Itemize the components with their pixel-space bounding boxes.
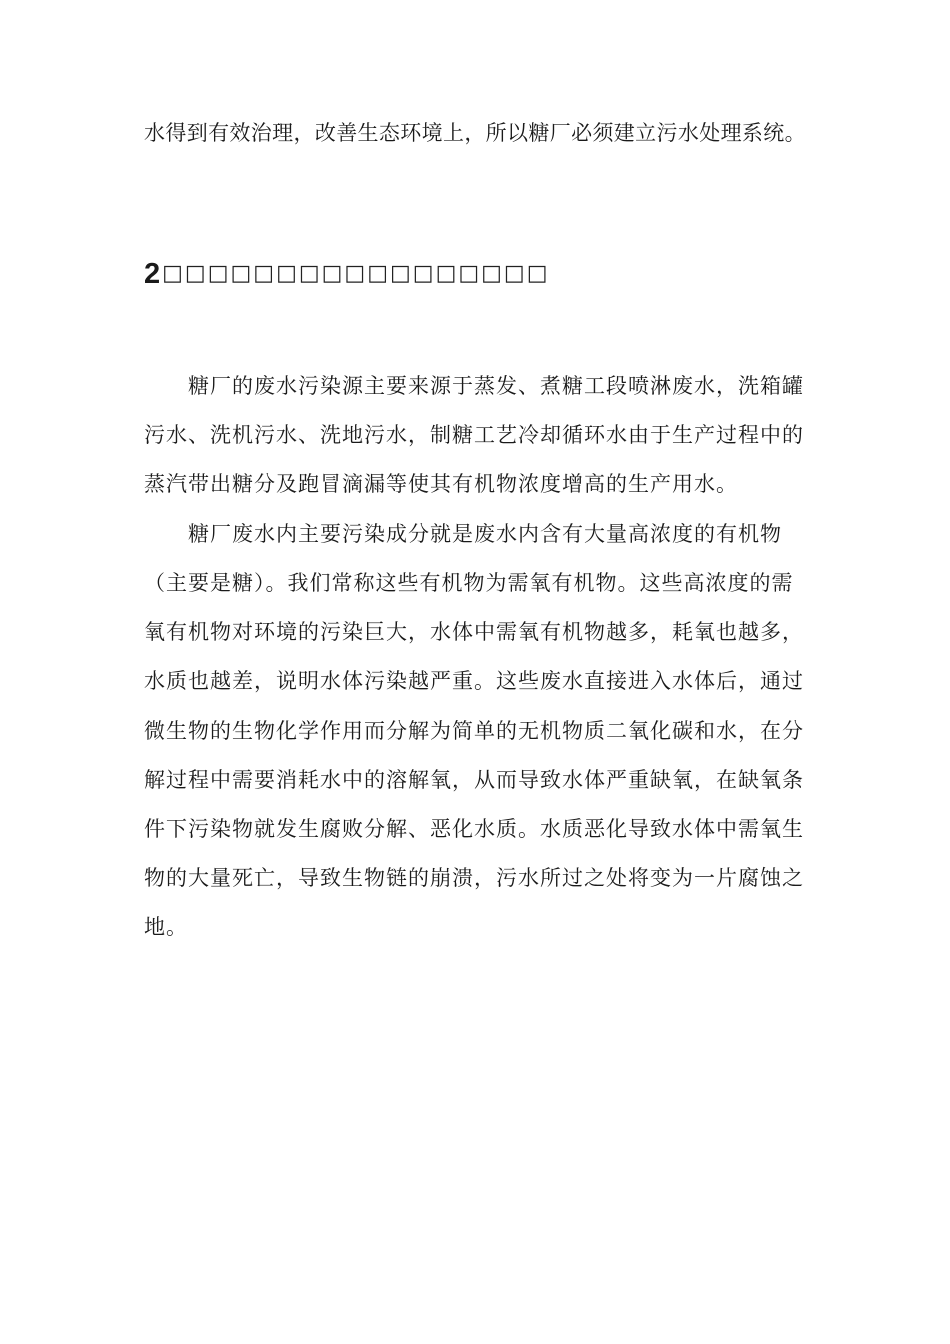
- paragraph-2-line-7: 件下污染物就发生腐败分解、恶化水质。水质恶化导致水体中需氧生: [144, 817, 804, 841]
- paragraph-2-line-8: 物的大量死亡，导致生物链的崩溃，污水所过之处将变为一片腐蚀之: [144, 866, 804, 890]
- paragraph-1-line-3: 蒸汽带出糖分及跑冒滴漏等使其有机物浓度增高的生产用水。: [144, 472, 738, 496]
- section-number: 2: [144, 258, 161, 290]
- section-title: □□□□□□□□□□□□□□□□□: [162, 261, 550, 286]
- paragraph-1-line-2: 污水、洗机污水、洗地污水，制糖工艺冷却循环水由于生产过程中的: [144, 423, 804, 447]
- paragraph-2-line-6: 解过程中需要消耗水中的溶解氧，从而导致水体严重缺氧，在缺氧条: [144, 768, 804, 792]
- continuation-line: 水得到有效治理，改善生态环境上，所以糖厂必须建立污水处理系统。: [144, 121, 806, 145]
- paragraph-2-line-9: 地。: [144, 915, 188, 939]
- paragraph-2-line-2: （主要是糖）。我们常称这些有机物为需氧有机物。这些高浓度的需: [144, 571, 794, 595]
- section-heading: [144, 256, 550, 292]
- paragraph-2-line-4: 水质也越差，说明水体污染越严重。这些废水直接进入水体后，通过: [144, 669, 804, 693]
- paragraph-2-line-1: 糖厂废水内主要污染成分就是废水内含有大量高浓度的有机物: [188, 522, 782, 546]
- paragraph-1-line-1: 糖厂的废水污染源主要来源于蒸发、煮糖工段喷淋废水，洗箱罐: [188, 374, 804, 398]
- paragraph-2-line-3: 氧有机物对环境的污染巨大，水体中需氧有机物越多，耗氧也越多，: [144, 620, 804, 644]
- paragraph-2-line-5: 微生物的生物化学作用而分解为简单的无机物质二氧化碳和水，在分: [144, 719, 804, 743]
